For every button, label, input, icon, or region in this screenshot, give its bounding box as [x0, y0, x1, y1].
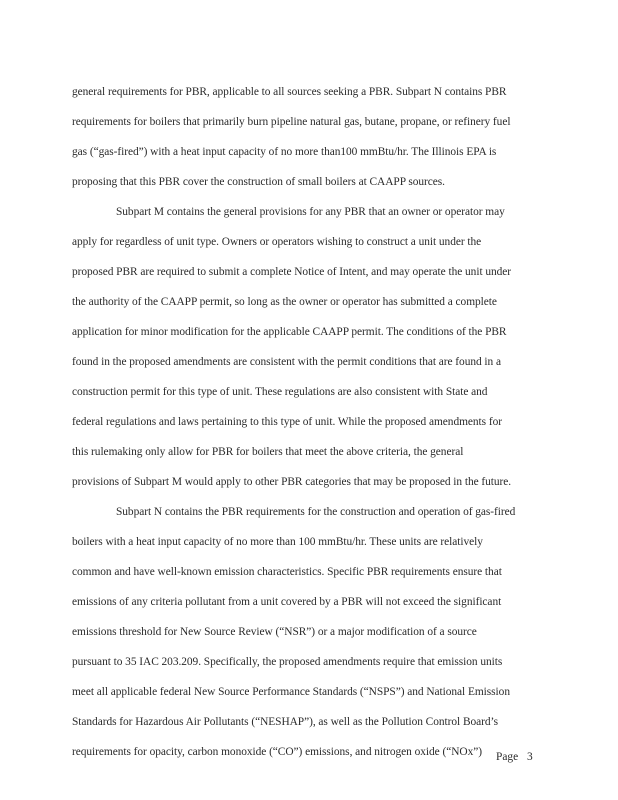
paragraph-first-line: Subpart N contains the PBR requirements for the construction and operation of gas-fired [116, 506, 516, 518]
paragraph-first-line: Subpart M contains the general provisions for any PBR that an owner or operator may [116, 206, 505, 218]
text-line: construction permit for this type of unit. These regulations are also consistent with State and [72, 386, 488, 398]
text-line: meet all applicable federal New Source Performance Standards (“NSPS”) and National Emission [72, 686, 510, 698]
text-line: emissions threshold for New Source Review (“NSR”) or a major modification of a source [72, 626, 477, 638]
text-line: pursuant to 35 IAC 203.209. Specifically, the proposed amendments require that emission units [72, 656, 503, 668]
text-line: federal regulations and laws pertaining to this type of unit. While the proposed amendments for [72, 416, 502, 428]
text-line: common and have well-known emission characteristics. Specific PBR requirements ensure that [72, 566, 502, 578]
text-line: general requirements for PBR, applicable to all sources seeking a PBR. Subpart N contains PBR [72, 86, 507, 98]
text-line: proposing that this PBR cover the construction of small boilers at CAAPP sources. [72, 176, 445, 188]
text-line: Standards for Hazardous Air Pollutants (“NESHAP”), as well as the Pollution Control Board’s [72, 716, 499, 728]
text-line: this rulemaking only allow for PBR for boilers that meet the above criteria, the general [72, 446, 464, 458]
text-line: apply for regardless of unit type. Owners or operators wishing to construct a unit under the [72, 236, 482, 248]
text-line: provisions of Subpart M would apply to other PBR categories that may be proposed in the future. [72, 476, 512, 488]
text-line: the authority of the CAAPP permit, so long as the owner or operator has submitted a complete [72, 296, 497, 308]
text-line: found in the proposed amendments are consistent with the permit conditions that are found in a [72, 356, 501, 368]
text-line: emissions of any criteria pollutant from a unit covered by a PBR will not exceed the significant [72, 596, 502, 608]
text-line: requirements for boilers that primarily burn pipeline natural gas, butane, propane, or refinery fuel [72, 116, 511, 128]
text-line: boilers with a heat input capacity of no more than 100 mmBtu/hr. These units are relatively [72, 536, 483, 548]
text-line: requirements for opacity, carbon monoxide (“CO”) emissions, and nitrogen oxide (“NOx”) [72, 746, 482, 758]
page-number: Page 3 [496, 751, 533, 763]
body-text [72, 77, 552, 767]
text-line: application for minor modification for the applicable CAAPP permit. The conditions of the PBR [72, 326, 507, 338]
text-line: gas (“gas-fired”) with a heat input capacity of no more than100 mmBtu/hr. The Illinois EPA is [72, 146, 497, 158]
text-line: proposed PBR are required to submit a complete Notice of Intent, and may operate the unit under [72, 266, 512, 278]
